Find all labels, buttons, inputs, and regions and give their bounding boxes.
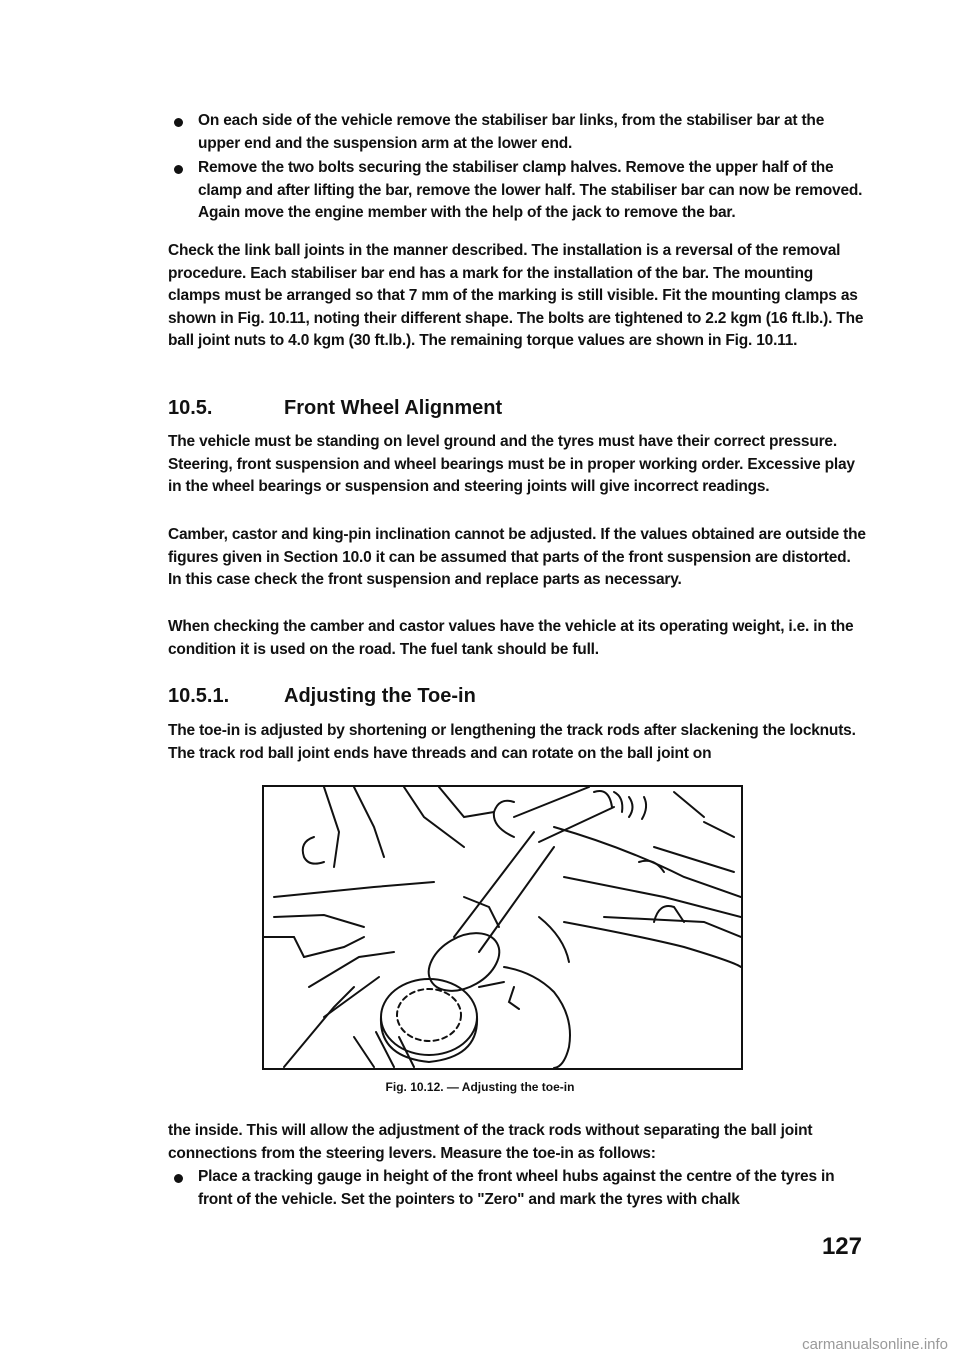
bullet-item bbox=[168, 1166, 868, 1211]
section-number: 10.5. bbox=[168, 397, 213, 419]
toe-in-drawing bbox=[264, 787, 741, 1068]
paragraph-check-ball-joints: Check the link ball joints in the manner described. The installation is a reversal of the removal procedure. Each stabiliser bar end has a mark for the installation of the bar. The mounting clamps must be arranged so that 7 mm of the marking is still visible. Fit the mounting clamps as shown in Fig. 10.11, noting their different shape. The bolts are tightened to 2.2 kgm (16 ft.lb.). The ball joint nuts to 4.0 kgm (30 ft.lb.). The remaining torque values are shown in Fig. 10.11. bbox=[168, 242, 864, 349]
section-title: Adjusting the Toe-in bbox=[284, 685, 476, 707]
bullet-item bbox=[168, 110, 868, 155]
section-title: Front Wheel Alignment bbox=[284, 397, 503, 419]
paragraph-operating-weight: When checking the camber and castor values have the vehicle at its operating weight, i.e. in the condition it is used on the road. The fuel tank should be full. bbox=[168, 618, 854, 658]
figure-toe-in-illustration bbox=[262, 785, 743, 1070]
bullet-item bbox=[168, 157, 868, 225]
bullet-text: On each side of the vehicle remove the stabiliser bar links, from the stabiliser bar at the upper end and the suspension arm at the lower end. bbox=[198, 112, 825, 152]
paragraph-alignment-conditions: The vehicle must be standing on level ground and the tyres must have their correct pressure. Steering, front suspension and wheel bearings must be in proper working order. Excessive play in the wheel bearings or suspension and steering joints will give incorrect readings. bbox=[168, 433, 855, 495]
page-number: 127 bbox=[821, 1233, 862, 1260]
bullet-dot-icon bbox=[174, 165, 183, 174]
bullet-dot-icon bbox=[174, 1174, 183, 1183]
paragraph-toe-in: The toe-in is adjusted by shortening or lengthening the track rods after slackening the locknuts. The track rod ball joint ends have threads and can rotate on the ball joint on bbox=[168, 722, 856, 762]
bullet-dot-icon bbox=[174, 118, 183, 127]
bullet-text: Place a tracking gauge in height of the front wheel hubs against the centre of the tyres in front of the vehicle. Set the pointers to "Zero" and mark the tyres with chalk bbox=[198, 1168, 835, 1208]
site-watermark[interactable]: carmanualsonline.info bbox=[802, 1336, 948, 1353]
section-number: 10.5.1. bbox=[168, 685, 230, 707]
paragraph-camber-castor: Camber, castor and king-pin inclination cannot be adjusted. If the values obtained are outside the figures given in Section 10.0 it can be assumed that parts of the front suspension are distorted. In this case check the front suspension and replace parts as necessary. bbox=[168, 526, 866, 588]
bullet-text: Remove the two bolts securing the stabiliser clamp halves. Remove the upper half of the clamp and after lifting the bar, remove the lower half. The stabiliser bar can now be removed. Again move the engine member with the help of the jack to remove the bar. bbox=[198, 159, 863, 221]
paragraph-inside-adjustment: the inside. This will allow the adjustment of the track rods without separating the ball joint connections from the steering levers. Measure the toe-in as follows: bbox=[168, 1122, 813, 1162]
figure-caption: Fig. 10.12. — Adjusting the toe-in bbox=[385, 1080, 575, 1094]
